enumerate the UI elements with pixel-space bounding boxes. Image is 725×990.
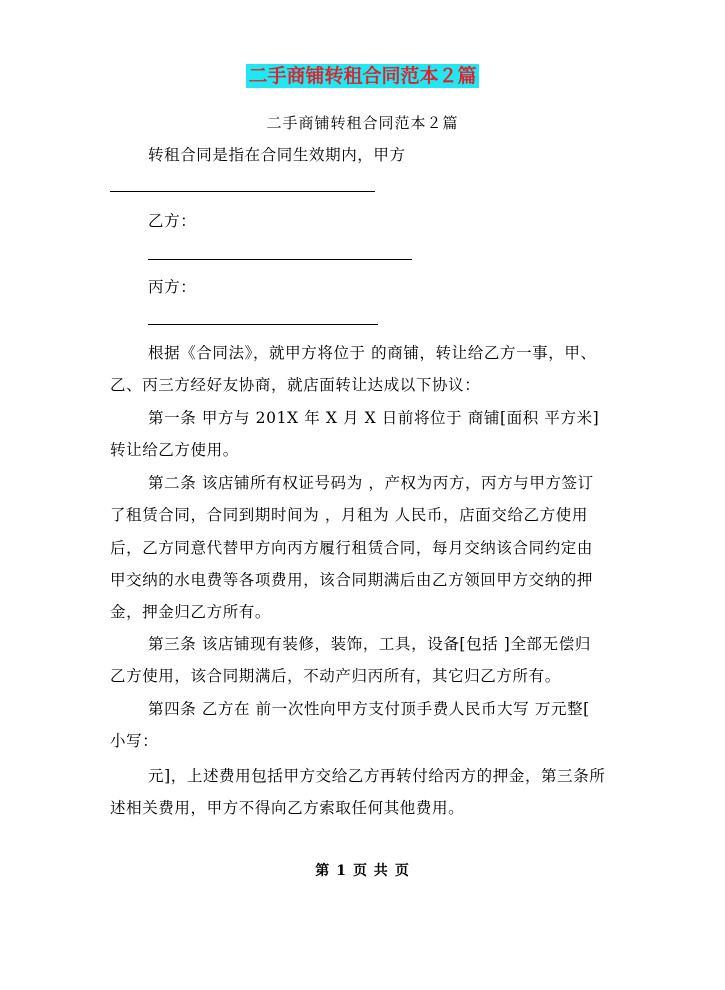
party-c-label: 丙方： [148,278,197,296]
article-4-line: 元]，上述费用包括甲方交给乙方再转付给丙方的押金，第三条所 [148,767,606,785]
footer-prefix: 第 [315,863,331,879]
party-b-label: 乙方： [148,212,197,230]
article-2-line: 甲交纳的水电费等各项费用，该合同期满后由乙方领回甲方交纳的押 [110,571,594,589]
article-4-line: 第四条 乙方在 前一次性向甲方支付顶手费人民币大写 万元整[ [148,700,590,718]
party-b-blank-line [148,259,412,260]
article-3-line: 乙方使用，该合同期满后，不动产归丙所有，其它归乙方所有。 [110,667,561,685]
party-c-blank-line [148,324,378,325]
paragraph-line: 根据《合同法》，就甲方将位于 的商铺，转让给乙方一事，甲、 [148,344,597,362]
document-title: 二手商铺转租合同范本２篇 [248,65,477,87]
party-a-blank-line [110,191,375,192]
footer-mid: 页 共 [352,863,389,879]
article-2-line: 金，押金归乙方所有。 [110,603,272,621]
page-footer [0,862,725,880]
title-container [0,64,725,88]
article-1-line: 第一条 甲方与 201X 年 X 月 X 日前将位于 商铺[面积 平方米] [148,409,600,427]
article-2-line: 后，乙方同意代替甲方向丙方履行租赁合同，每月交纳该合同约定由 [110,539,594,557]
party-a-intro: 转租合同是指在合同生效期内，甲方 [148,146,406,164]
article-4-line: 小写： [110,732,159,750]
article-2-line: 第二条 该店铺所有权证号码为 ，产权为丙方，丙方与甲方签订 [148,474,594,492]
article-1-line: 转让给乙方使用。 [110,441,239,459]
article-4-line: 述相关费用，甲方不得向乙方索取任何其他费用。 [110,799,465,817]
article-2-line: 了租赁合同，合同到期时间为 ，月租为 人民币，店面交给乙方使用 [110,506,588,524]
article-3-line: 第三条 该店铺现有装修，装饰，工具，设备[包括 ]全部无偿归 [148,635,591,653]
document-subtitle: 二手商铺转租合同范本２篇 [266,114,459,132]
footer-suffix: 页 [394,863,410,879]
page-number: 1 [336,863,347,879]
paragraph-line: 乙、丙三方经好友协商，就店面转让达成以下协议： [110,376,481,394]
